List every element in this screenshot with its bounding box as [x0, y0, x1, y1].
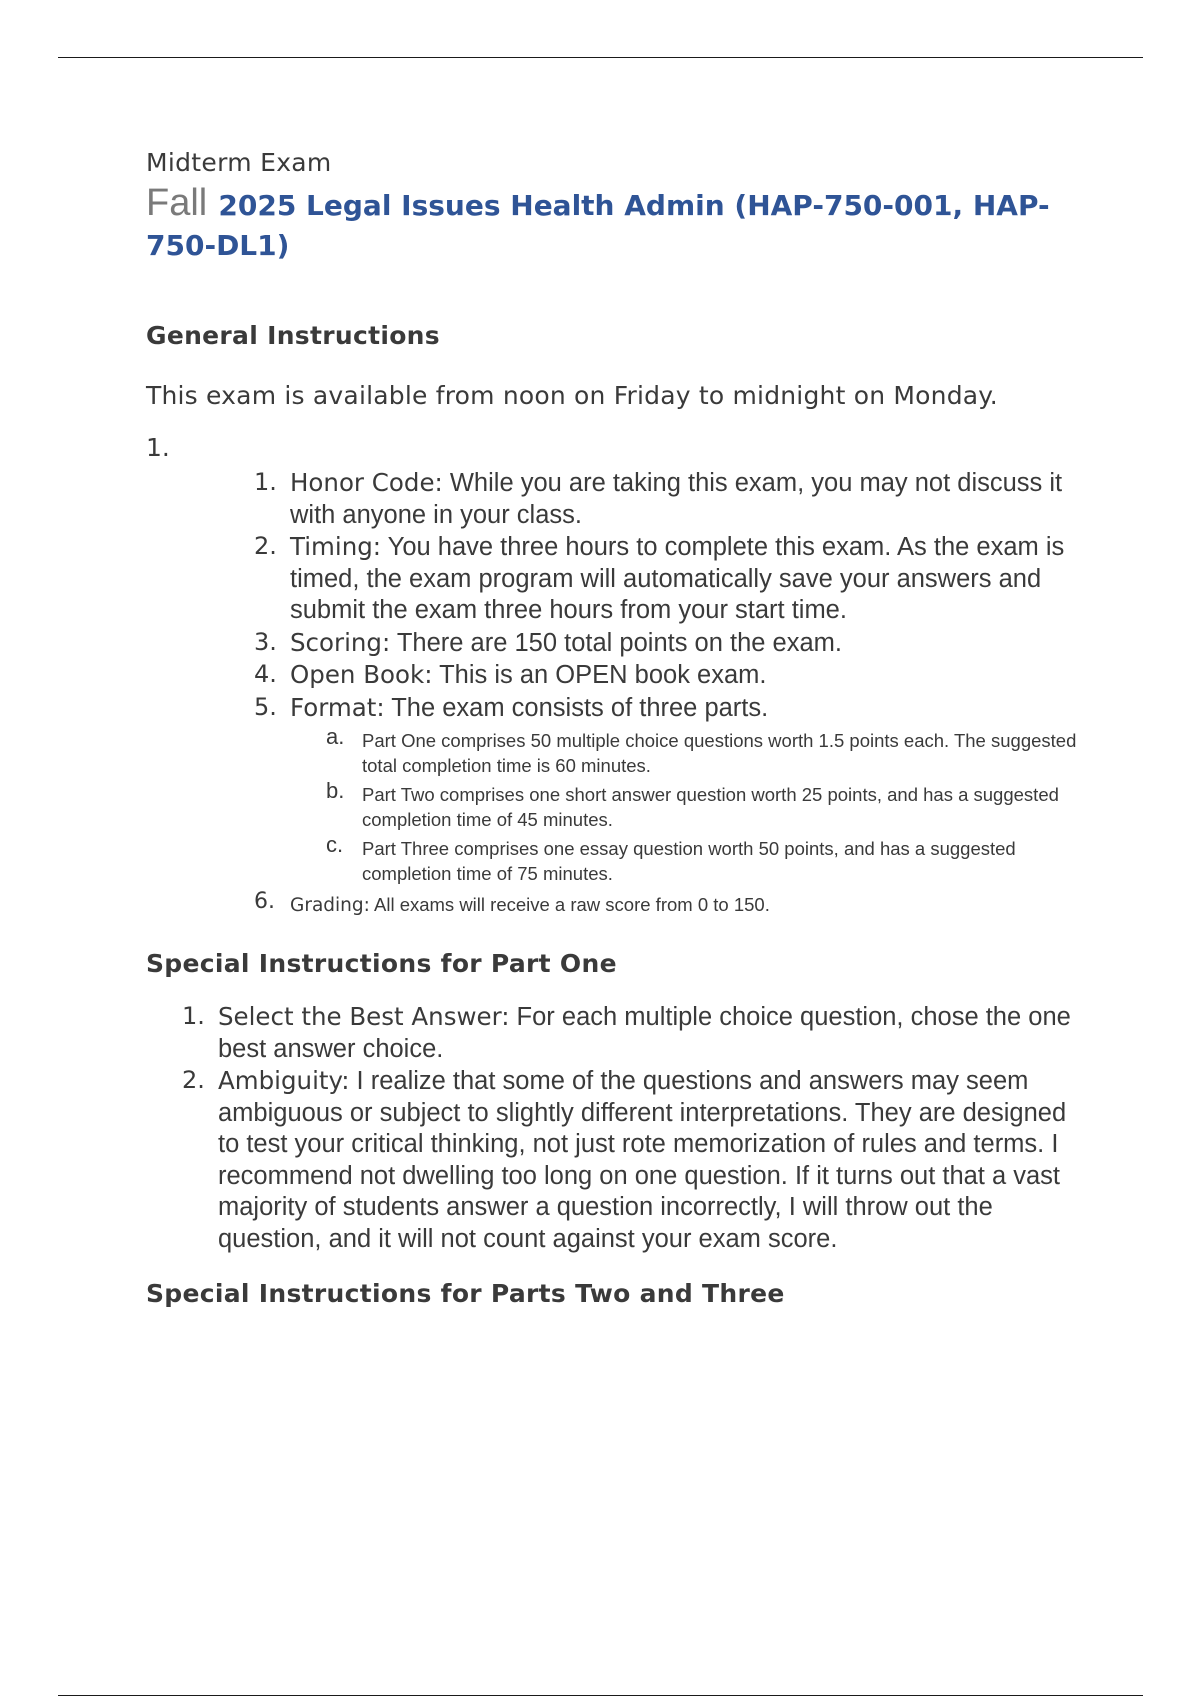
part-one-heading: Special Instructions for Part One [146, 949, 617, 978]
instruction-best-answer [146, 1001, 1086, 1065]
course-title: 2025 Legal Issues Health Admin (HAP-750-001, HAP-750-DL1) [146, 189, 1050, 262]
item-lead: Scoring: [290, 627, 391, 657]
title-term: Fall [146, 182, 208, 224]
format-part-one [326, 724, 1086, 778]
list-marker: 4. [254, 660, 277, 688]
list-marker: 1. [254, 468, 277, 496]
instruction-grading [254, 890, 1086, 921]
list-marker: 5. [254, 692, 277, 721]
page-title [146, 184, 1086, 265]
item-lead: Open Book: [290, 660, 433, 689]
list-marker: 2. [254, 532, 277, 560]
general-instructions-heading: General Instructions [146, 321, 440, 350]
item-text: Part One comprises 50 multiple choice questions worth 1.5 points each. The suggested total completion time is 60 minutes. [362, 730, 1077, 776]
general-instructions-list [146, 433, 1086, 921]
item-text: While you are taking this exam, you may not discuss it with anyone in your class. [290, 469, 1063, 529]
exam-label: Midterm Exam [146, 148, 332, 177]
availability-note: This exam is available from noon on Friday to midnight on Monday. [146, 381, 998, 410]
item-text: All exams will receive a raw score from 0 to 150. [369, 894, 770, 915]
list-marker: b. [326, 778, 345, 803]
list-marker: c. [326, 832, 344, 857]
document-body [146, 146, 1086, 1311]
instruction-honor-code [254, 467, 1086, 531]
item-lead: Grading: [290, 895, 370, 916]
item-lead: Ambiguity: [218, 1066, 350, 1095]
list-marker: a. [326, 724, 345, 749]
item-text: You have three hours to complete this exam. As the exam is timed, the exam program will automatically save your answers and submit the exam three hours from your start time. [290, 533, 1065, 624]
list-item [146, 433, 1086, 921]
list-marker: 1. [182, 1002, 205, 1030]
item-text: The exam consists of three parts. [384, 693, 769, 722]
list-marker: 3. [254, 627, 277, 656]
instruction-open-book [254, 659, 1086, 692]
instruction-timing [254, 531, 1086, 627]
item-text: There are 150 total points on the exam. [390, 628, 842, 657]
format-part-two [326, 778, 1086, 832]
format-part-three [326, 832, 1086, 886]
instruction-format [254, 692, 1086, 887]
bottom-rule [58, 1695, 1143, 1696]
item-text: This is an OPEN book exam. [432, 661, 767, 689]
item-text: Part Two comprises one short answer question worth 25 points, and has a suggested completion time of 45 minutes. [362, 784, 1059, 830]
instruction-ambiguity [146, 1065, 1086, 1255]
parts-two-three-heading: Special Instructions for Parts Two and Three [146, 1279, 785, 1308]
part-one-list [146, 1001, 1086, 1255]
item-lead: Honor Code: [290, 468, 443, 497]
top-rule [58, 57, 1143, 58]
format-parts-list [326, 724, 1086, 886]
list-marker: 2. [182, 1066, 205, 1094]
list-marker: 6. [254, 889, 275, 914]
item-lead: Timing: [290, 532, 382, 561]
item-text: Part Three comprises one essay question worth 50 points, and has a suggested completion time of 75 minutes. [362, 838, 1016, 884]
item-lead: Format: [290, 692, 385, 722]
item-lead: Select the Best Answer: [218, 1002, 510, 1031]
item-text: For each multiple choice question, chose the one best answer choice. [218, 1003, 1071, 1063]
instruction-sublist [254, 467, 1086, 921]
instruction-scoring [254, 627, 1086, 660]
list-marker: 1. [146, 433, 170, 462]
item-text: I realize that some of the questions and answers may seem ambiguous or subject to slightly different interpretations. They are designed to test your critical thinking, not just rote memorization of rules and terms. I recommend not dwelling too long on one question. If it turns out that a vast majority of students answer a question incorrectly, I will throw out the question, and it will not count against your exam score. [218, 1067, 1067, 1253]
